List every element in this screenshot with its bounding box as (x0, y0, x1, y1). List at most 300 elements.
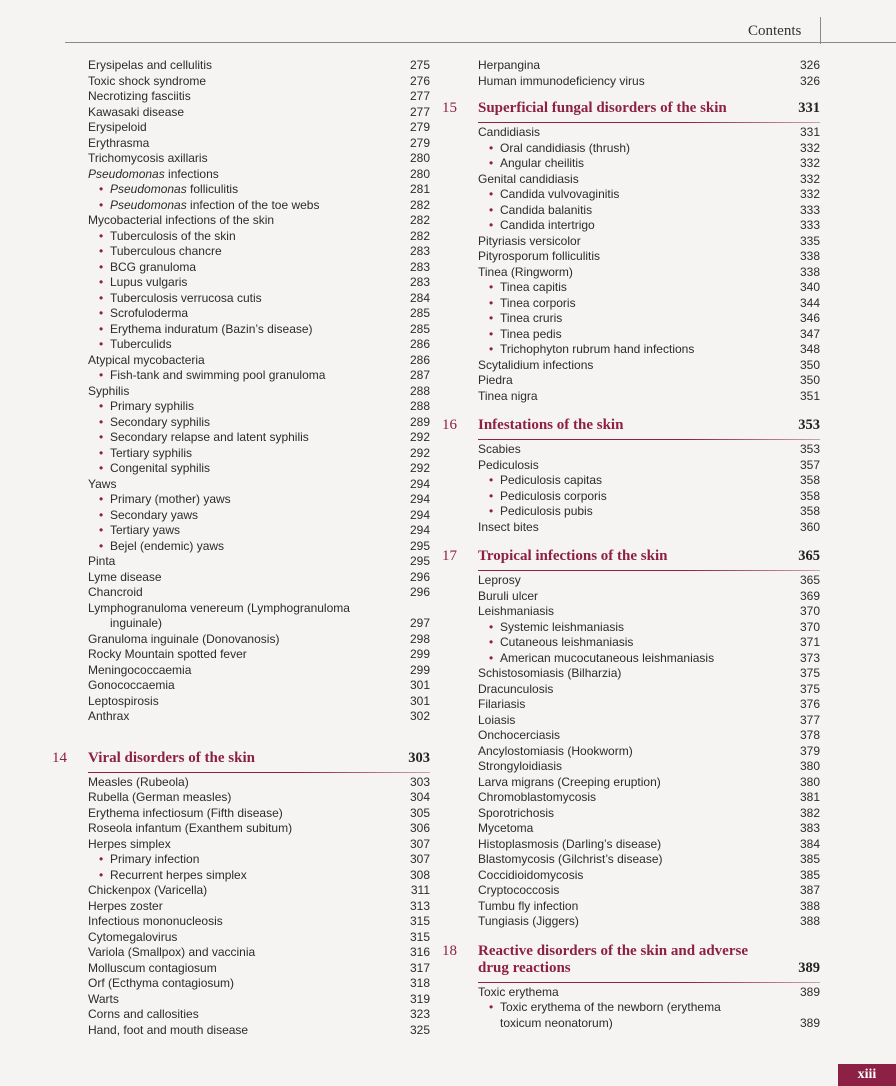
toc-subentry[interactable] (478, 620, 820, 636)
toc-subentry[interactable] (88, 430, 430, 446)
entry-page: 282 (409, 213, 430, 227)
toc-subentry[interactable] (478, 296, 820, 312)
entry-page: 338 (799, 264, 820, 279)
entry-title: • Tuberculosis verrucosa cutis (88, 291, 402, 307)
entry-title: Corns and callosities (88, 1007, 199, 1021)
running-header: Contents (748, 23, 802, 39)
entry-page: 370 (799, 619, 820, 634)
toc-entry[interactable] (88, 570, 430, 586)
toc-entry[interactable] (478, 713, 820, 729)
entry-page: 307 (409, 852, 430, 866)
entry-page: 351 (799, 388, 820, 403)
entry-page: 369 (799, 588, 820, 603)
toc-subentry[interactable] (478, 504, 820, 520)
toc-entry[interactable] (478, 265, 820, 281)
entry-title: Roseola infantum (Exanthem subitum) (88, 821, 293, 835)
entry-page: 285 (409, 321, 430, 336)
entry-page: 335 (799, 233, 820, 248)
entry-title: Necrotizing fasciitis (88, 89, 191, 103)
entry-page: 381 (799, 790, 820, 804)
entry-page: 286 (409, 352, 430, 367)
toc-subentry[interactable] (478, 342, 820, 358)
entry-title: Meningococcaemia (88, 662, 192, 677)
header-rule (65, 42, 896, 43)
toc-subentry[interactable] (88, 492, 430, 508)
toc-subentry[interactable] (88, 399, 430, 415)
toc-entry[interactable] (478, 458, 820, 474)
toc-entry[interactable] (88, 120, 430, 136)
entry-page: 360 (799, 519, 820, 534)
entry-title: • Tinea corporis (478, 296, 792, 312)
entry-title (88, 167, 402, 183)
toc-subentry[interactable] (478, 651, 820, 667)
toc-subentry[interactable] (88, 291, 430, 307)
entry-page: 380 (799, 774, 820, 789)
chapter-rule (478, 570, 820, 571)
chapter-title-line-1: Reactive disorders of the skin and adverse (478, 942, 748, 959)
toc-entry[interactable] (478, 234, 820, 250)
entry-title: toxicum neonatorum) (500, 1015, 613, 1030)
entry-title: Histoplasmosis (Darling’s disease) (478, 836, 662, 851)
entry-title: Chancroid (88, 585, 143, 599)
entry-title: Tungiasis (Jiggers) (478, 914, 579, 928)
entry-title: Mycobacterial infections of the skin (88, 213, 275, 227)
toc-entry[interactable] (478, 589, 820, 605)
entry-title: Cytomegalovirus (88, 929, 178, 944)
toc-entry[interactable] (88, 384, 430, 400)
entry-title: Mycetoma (478, 821, 534, 835)
entry-page: 333 (799, 218, 820, 232)
entry-title: Chickenpox (Varicella) (88, 883, 208, 897)
toc-entry[interactable] (88, 961, 430, 977)
toc-entry[interactable] (478, 1016, 820, 1032)
chapter-number: 17 (442, 548, 457, 564)
toc-entry[interactable] (88, 790, 430, 806)
entry-page: 326 (799, 73, 820, 88)
entry-page: 305 (409, 805, 430, 820)
entry-title-italic: Pseudomonas (110, 182, 187, 196)
toc-subentry[interactable] (88, 539, 430, 555)
entry-page: 311 (410, 883, 430, 897)
toc-entry[interactable] (88, 167, 430, 183)
entry-page: 292 (409, 430, 430, 444)
chapter-heading-16[interactable] (442, 417, 820, 440)
entry-title: • Tuberculosis of the skin (88, 229, 402, 245)
toc-entry[interactable] (88, 136, 430, 152)
toc-entry[interactable] (88, 353, 430, 369)
entry-page: 382 (799, 805, 820, 820)
entry-page: 286 (409, 337, 430, 351)
toc-entry[interactable] (478, 172, 820, 188)
toc-subentry[interactable] (88, 306, 430, 322)
toc-entry[interactable] (478, 74, 820, 90)
entry-page: 326 (799, 58, 820, 72)
entry-title: Insect bites (478, 519, 539, 534)
entry-page: 388 (799, 914, 820, 928)
entry-page: 370 (799, 604, 820, 618)
entry-title: • Tinea pedis (478, 327, 792, 343)
chapter-page: 365 (798, 548, 820, 564)
entry-title: Ancylostomiasis (Hookworm) (478, 743, 633, 758)
entry-page: 304 (409, 790, 430, 804)
chapter-title: Superficial fungal disorders of the skin (478, 100, 727, 116)
toc-entry[interactable] (88, 821, 430, 837)
chapter-17-entries (478, 573, 820, 930)
entry-page: 301 (409, 693, 430, 708)
entry-page: 287 (409, 368, 430, 382)
toc-entry[interactable] (478, 373, 820, 389)
entry-title: • Erythema induratum (Bazin’s disease) (88, 322, 402, 338)
toc-subentry[interactable] (88, 523, 430, 539)
toc-subentry[interactable] (88, 415, 430, 431)
toc-entry[interactable] (478, 442, 820, 458)
entry-page: 306 (409, 821, 430, 835)
entry-page: 371 (799, 635, 820, 649)
entry-page: 294 (409, 492, 430, 506)
toc-subentry[interactable] (88, 446, 430, 462)
chapter-number: 18 (442, 942, 457, 959)
entry-title: Filariasis (478, 697, 526, 711)
toc-entry[interactable] (88, 806, 430, 822)
entry-title: Rocky Mountain spotted fever (88, 647, 247, 661)
toc-entry[interactable] (478, 389, 820, 405)
chapter-page: 331 (798, 100, 820, 116)
entry-title: • Tuberculids (88, 337, 402, 353)
toc-entry[interactable] (88, 647, 430, 663)
entry-title: • Recurrent herpes simplex (88, 868, 402, 884)
entry-title: Sporotrichosis (478, 805, 555, 820)
toc-subentry[interactable] (88, 198, 430, 214)
toc-entry[interactable] (88, 1023, 430, 1039)
entry-page: 350 (799, 357, 820, 372)
entry-page: 358 (799, 473, 820, 487)
toc-subentry[interactable] (478, 635, 820, 651)
toc-entry[interactable] (478, 790, 820, 806)
entry-title: • Primary syphilis (88, 399, 402, 415)
toc-entry[interactable] (88, 976, 430, 992)
chapter-18-entries (478, 985, 820, 1032)
toc-entry[interactable] (88, 883, 430, 899)
toc-entry[interactable] (478, 604, 820, 620)
entry-title: • Primary infection (88, 852, 402, 868)
toc-subentry[interactable] (478, 473, 820, 489)
entry-title: Erythrasma (88, 135, 150, 150)
entry-title: Pinta (88, 554, 116, 568)
entry-title: Anthrax (88, 709, 130, 723)
toc-entry[interactable] (88, 89, 430, 105)
toc-entry[interactable] (478, 125, 820, 141)
toc-entry[interactable] (88, 945, 430, 961)
chapter-heading-15[interactable] (442, 100, 820, 123)
toc-subentry[interactable] (88, 182, 430, 198)
entry-page: 318 (409, 976, 430, 990)
entry-page: 294 (409, 523, 430, 537)
chapter-page: 303 (408, 749, 430, 766)
entry-page: 279 (409, 120, 430, 134)
entry-page: 285 (409, 306, 430, 320)
toc-subentry[interactable] (88, 337, 430, 353)
entry-title: Erythema infectiosum (Fifth disease) (88, 805, 283, 820)
entry-page: 275 (409, 58, 430, 72)
toc-entry[interactable] (478, 728, 820, 744)
entry-page: 284 (409, 290, 430, 305)
entry-page: 375 (799, 666, 820, 680)
toc-subentry[interactable] (88, 244, 430, 260)
entry-page: 313 (409, 898, 430, 913)
entry-title-italic: Pseudomonas (110, 197, 187, 212)
toc-entry[interactable] (88, 837, 430, 853)
entry-title: Kawasaki disease (88, 104, 185, 119)
toc-subentry[interactable] (88, 260, 430, 276)
entry-page: 388 (799, 898, 820, 913)
entry-title: • American mucocutaneous leishmaniasis (478, 651, 792, 667)
entry-title-rest: infections (164, 166, 219, 181)
toc-entry[interactable] (88, 678, 430, 694)
toc-subentry[interactable] (478, 489, 820, 505)
entry-page: 357 (799, 457, 820, 472)
chapter-rule (478, 439, 820, 440)
chapter-rule (478, 982, 820, 983)
entry-title: Erysipelas and cellulitis (88, 58, 213, 72)
entry-title: • Pediculosis corporis (478, 489, 792, 505)
chapter-number: 16 (442, 417, 457, 433)
toc-subentry[interactable] (478, 187, 820, 203)
entry-title: • Cutaneous leishmaniasis (478, 635, 792, 651)
toc-entry[interactable] (478, 852, 820, 868)
entry-page: 292 (409, 445, 430, 460)
entry-page: 353 (799, 442, 820, 456)
toc-subentry[interactable] (88, 461, 430, 477)
toc-entry[interactable] (88, 694, 430, 710)
toc-subentry[interactable] (88, 508, 430, 524)
entry-page: 332 (799, 156, 820, 170)
toc-entry[interactable] (478, 883, 820, 899)
chapter-heading-17[interactable] (442, 548, 820, 571)
entry-page: 346 (799, 311, 820, 325)
toc-entry[interactable] (478, 806, 820, 822)
entry-title: Cryptococcosis (478, 883, 560, 897)
entry-title: Erysipeloid (88, 120, 147, 134)
chapter-heading-14[interactable] (52, 749, 430, 773)
entry-page: 380 (799, 759, 820, 773)
chapter-16-entries (478, 442, 820, 535)
toc-subentry[interactable] (478, 1000, 820, 1016)
entry-title: Herpes zoster (88, 898, 163, 913)
entry-title: Pityriasis versicolor (478, 233, 581, 248)
toc-entry[interactable] (478, 682, 820, 698)
entry-title: • Oral candidiasis (thrush) (478, 141, 792, 157)
entry-page: 376 (799, 697, 820, 711)
toc-subentry[interactable] (88, 852, 430, 868)
toc-entry[interactable] (478, 837, 820, 853)
entry-title: Blastomycosis (Gilchrist’s disease) (478, 852, 663, 866)
entry-page: 297 (409, 616, 430, 630)
toc-entry[interactable] (478, 759, 820, 775)
entry-page: 347 (799, 326, 820, 341)
entry-page: 340 (799, 280, 820, 294)
entry-title (88, 198, 402, 214)
entry-page: 283 (409, 275, 430, 289)
entry-title: Leptospirosis (88, 693, 159, 708)
entry-page: 332 (799, 140, 820, 155)
entry-page: 389 (799, 1015, 820, 1030)
entry-title-rest: infection of the toe webs (186, 197, 320, 212)
entry-title: Toxic erythema (478, 984, 559, 999)
toc-entry[interactable] (478, 573, 820, 589)
entry-page: 303 (409, 774, 430, 789)
toc-entry[interactable] (478, 58, 820, 74)
chapter-rule (88, 772, 430, 773)
toc-entry[interactable] (88, 477, 430, 493)
toc-entry[interactable] (88, 899, 430, 915)
entry-title: Strongyloidiasis (478, 759, 563, 773)
entry-title: Chromoblastomycosis (478, 790, 597, 804)
entry-title: Genital candidiasis (478, 171, 579, 186)
toc-entry[interactable] (88, 554, 430, 570)
toc-subentry[interactable] (478, 327, 820, 343)
entry-title: Human immunodeficiency virus (478, 73, 645, 88)
entry-title: • Tinea cruris (478, 311, 792, 327)
entry-page: 385 (799, 867, 820, 882)
header-divider (820, 17, 821, 44)
left-entry-list (88, 58, 430, 725)
toc-entry[interactable] (88, 151, 430, 167)
entry-page: 332 (799, 171, 820, 186)
toc-entry[interactable] (88, 632, 430, 648)
toc-entry[interactable] (88, 58, 430, 74)
toc-subentry[interactable] (478, 311, 820, 327)
toc-subentry[interactable] (478, 141, 820, 157)
entry-title: Loiasis (478, 712, 516, 727)
entry-title: • Secondary yaws (88, 508, 402, 524)
entry-title-italic: Pseudomonas (88, 166, 165, 181)
toc-subentry[interactable] (88, 275, 430, 291)
entry-title: Buruli ulcer (478, 588, 539, 603)
toc-entry[interactable] (478, 697, 820, 713)
toc-entry[interactable] (88, 914, 430, 930)
toc-subentry[interactable] (88, 368, 430, 384)
entry-page: 365 (799, 573, 820, 587)
entry-page: 358 (799, 504, 820, 518)
toc-entry[interactable] (478, 775, 820, 791)
entry-title: Piedra (478, 373, 513, 387)
entry-page: 315 (409, 914, 430, 928)
right-column (442, 58, 820, 1031)
chapter-number: 14 (52, 749, 67, 766)
toc-subentry[interactable] (478, 218, 820, 234)
entry-title: • Primary (mother) yaws (88, 492, 402, 508)
toc-entry[interactable] (478, 358, 820, 374)
entry-page: 338 (799, 249, 820, 263)
entry-title: • Bejel (endemic) yaws (88, 539, 402, 555)
toc-subentry[interactable] (88, 322, 430, 338)
entry-page: 302 (409, 709, 430, 723)
toc-entry[interactable] (88, 663, 430, 679)
entry-title: Tumbu fly infection (478, 898, 579, 913)
toc-entry[interactable] (88, 775, 430, 791)
entry-title: • Pediculosis capitas (478, 473, 792, 489)
entry-page: 298 (409, 631, 430, 646)
entry-title: Yaws (88, 476, 117, 491)
entry-title: • Candida intertrigo (478, 218, 792, 234)
entry-title: • Pediculosis pubis (478, 504, 792, 520)
entry-title: Tinea nigra (478, 388, 538, 403)
chapter-rule (478, 122, 820, 123)
entry-page: 299 (409, 662, 430, 677)
entry-title: Dracunculosis (478, 681, 554, 696)
entry-title: Toxic shock syndrome (88, 73, 207, 88)
toc-subentry[interactable] (478, 280, 820, 296)
entry-title: Herpes simplex (88, 836, 171, 851)
entry-title: Tinea (Ringworm) (478, 264, 573, 279)
entry-title: Rubella (German measles) (88, 790, 232, 804)
toc-entry[interactable] (478, 520, 820, 536)
toc-entry[interactable] (478, 985, 820, 1001)
entry-page: 332 (799, 187, 820, 201)
entry-title: inguinale) (110, 616, 163, 630)
chapter-title-line-2: drug reactions (478, 959, 571, 976)
chapter-heading-18[interactable] (442, 942, 820, 983)
toc-entry[interactable] (478, 821, 820, 837)
toc-entry[interactable] (478, 666, 820, 682)
toc-entry[interactable] (88, 213, 430, 229)
entry-title: • Toxic erythema of the newborn (erythema (478, 1000, 792, 1016)
toc-entry[interactable] (478, 914, 820, 930)
toc-subentry[interactable] (88, 229, 430, 245)
left-column (52, 58, 430, 1038)
toc-entry[interactable] (88, 1007, 430, 1023)
toc-entry[interactable] (88, 585, 430, 601)
entry-title: Syphilis (88, 383, 130, 398)
toc-entry[interactable] (88, 601, 430, 617)
toc-entry[interactable] (88, 105, 430, 121)
entry-title: • Systemic leishmaniasis (478, 620, 792, 636)
entry-page: 295 (409, 538, 430, 553)
entry-page: 315 (409, 929, 430, 944)
entry-page: 299 (409, 647, 430, 661)
toc-entry[interactable] (88, 930, 430, 946)
entry-title: • Angular cheilitis (478, 156, 792, 172)
entry-page: 281 (409, 182, 430, 196)
toc-entry[interactable] (478, 249, 820, 265)
toc-entry[interactable] (88, 74, 430, 90)
entry-title: Pityrosporum folliculitis (478, 249, 601, 263)
toc-entry[interactable] (478, 868, 820, 884)
chapter-page: 389 (798, 959, 820, 976)
toc-subentry[interactable] (88, 868, 430, 884)
toc-entry[interactable] (88, 616, 430, 632)
entry-page: 387 (799, 883, 820, 897)
entry-page: 280 (409, 151, 430, 165)
entry-page: 385 (799, 852, 820, 866)
entry-title: Molluscum contagiosum (88, 960, 217, 975)
entry-page: 301 (409, 678, 430, 692)
toc-entry[interactable] (88, 709, 430, 725)
entry-title: Measles (Rubeola) (88, 774, 189, 789)
toc-subentry[interactable] (478, 203, 820, 219)
entry-page: 350 (799, 373, 820, 387)
toc-entry[interactable] (478, 744, 820, 760)
toc-entry[interactable] (478, 899, 820, 915)
toc-entry[interactable] (88, 992, 430, 1008)
chapter-number: 15 (442, 100, 457, 116)
entry-page: 283 (409, 244, 430, 258)
page-number-tab: xiii (838, 1064, 896, 1086)
entry-title: • Congenital syphilis (88, 461, 402, 477)
entry-page: 282 (409, 228, 430, 243)
entry-title: • Secondary syphilis (88, 415, 402, 431)
toc-subentry[interactable] (478, 156, 820, 172)
